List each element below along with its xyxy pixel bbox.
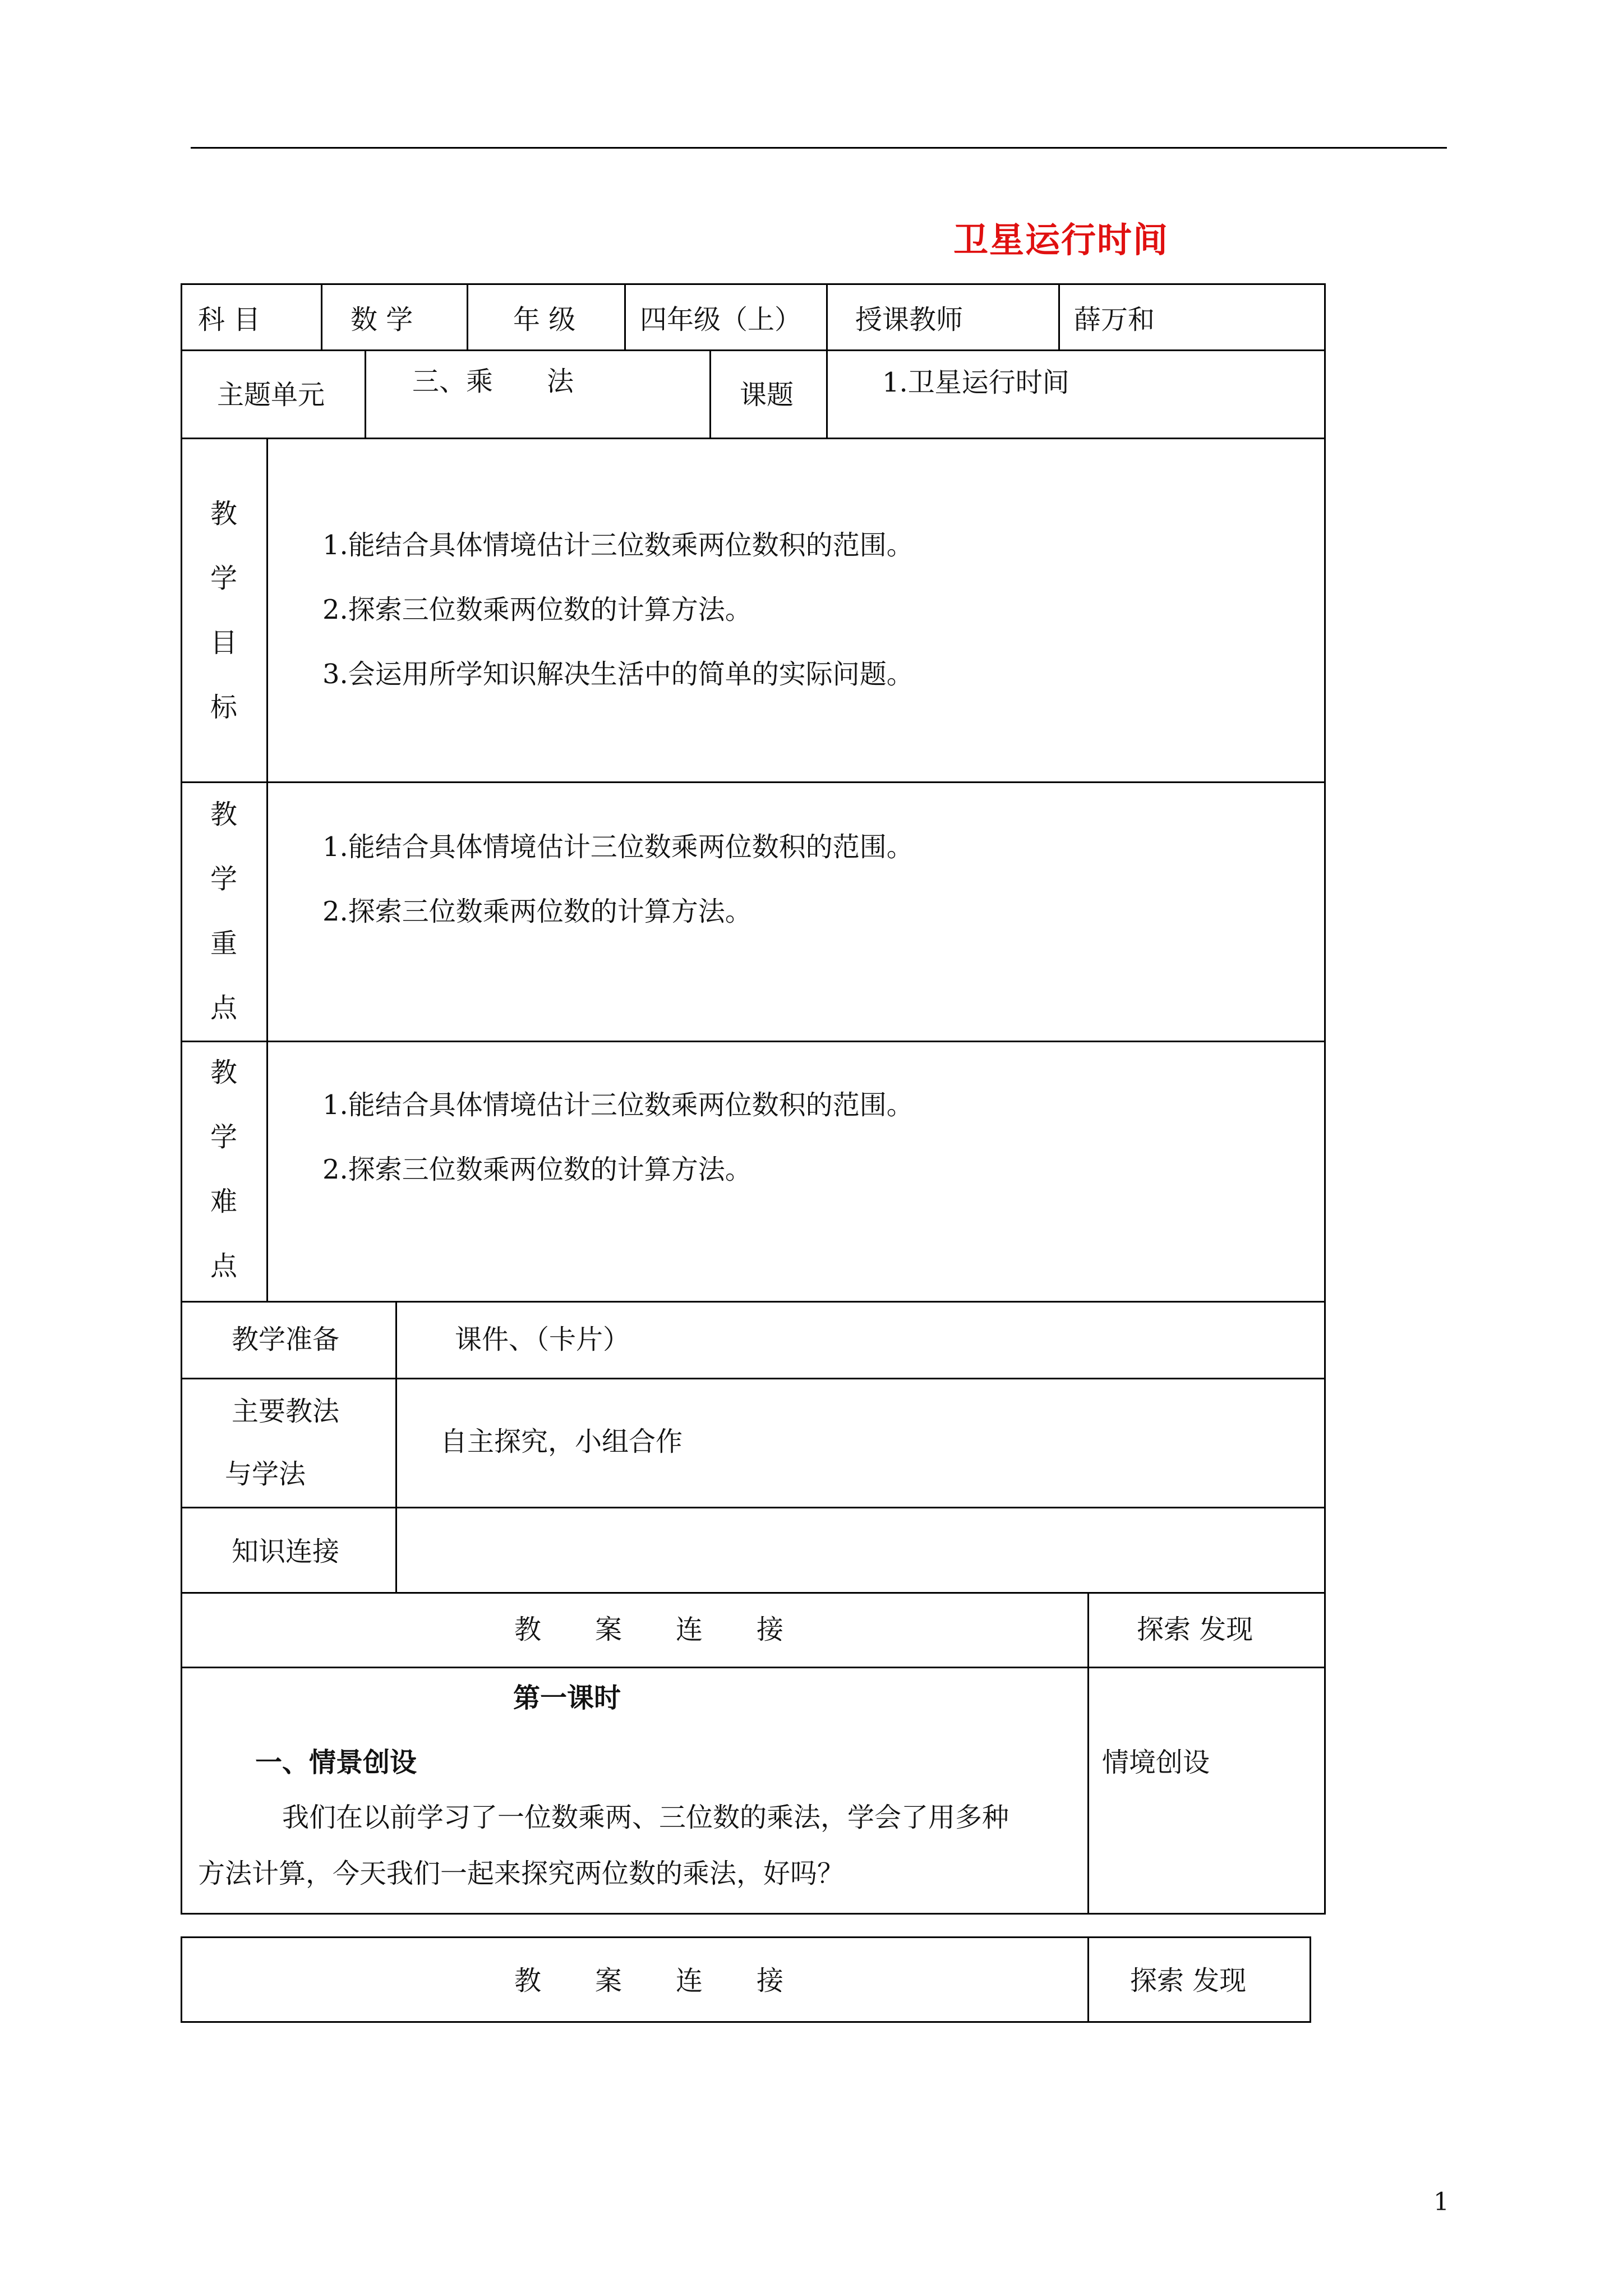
difficulties-label-char: 学 [210,1121,238,1153]
objectives-label-char: 学 [210,563,238,594]
grade-value: 四年级（上） [640,304,802,335]
objective-item: 3.会运用所学知识解决生活中的简单的实际问题。 [322,659,914,690]
difficulty-item: 1.能结合具体情境估计三位数乘两位数积的范围。 [322,1089,914,1121]
methods-label: 主要教法 [232,1396,340,1427]
lesson-right-note: 情境创设 [1102,1747,1210,1778]
topic-value: 1.卫星运行时间 [882,367,1069,398]
preparation-value: 课件、（卡片） [455,1324,630,1355]
objective-item: 1.能结合具体情境估计三位数乘两位数积的范围。 [322,530,914,561]
keypoint-item: 2.探索三位数乘两位数的计算方法。 [322,896,752,927]
teacher-label: 授课教师 [855,304,963,335]
preparation-label: 教学准备 [232,1324,340,1355]
keypoints-label-char: 学 [210,863,238,895]
topic-label: 课题 [740,379,794,411]
objectives-label-char: 目 [210,627,238,659]
lesson-paragraph: 方法计算，今天我们一起来探究两位数的乘法，好吗？ [198,1858,845,1889]
unit-value: 三、乘 法 [412,366,574,397]
document-title: 卫星运行时间 [953,219,1169,260]
plan-header-right: 探索 发现 [1137,1614,1253,1645]
knowledge-label: 知识连接 [232,1536,340,1567]
difficulties-label-char: 点 [210,1250,238,1282]
lesson-paragraph: 我们在以前学习了一位数乘两、三位数的乘法，学会了用多种 [282,1802,1009,1833]
lesson-section-heading: 一、情景创设 [255,1747,417,1778]
plan-header-left: 教 案 连 接 [514,1965,784,1996]
objective-item: 2.探索三位数乘两位数的计算方法。 [322,594,752,625]
plan-header-left: 教 案 连 接 [514,1614,784,1645]
objectives-label-char: 教 [210,498,238,530]
keypoints-label-char: 重 [210,928,238,959]
difficulty-item: 2.探索三位数乘两位数的计算方法。 [322,1154,752,1185]
teacher-value: 薛万和 [1074,304,1155,335]
difficulties-label-char: 难 [210,1186,238,1217]
lesson-period: 第一课时 [513,1682,621,1714]
header-rule [191,147,1447,149]
methods-value: 自主探究，小组合作 [440,1426,683,1457]
objectives-label-char: 标 [210,692,238,723]
keypoints-label-char: 点 [210,992,238,1024]
page-number: 1 [1433,2188,1449,2216]
unit-label: 主题单元 [217,379,325,411]
grade-label: 年 级 [513,304,576,335]
methods-label: 与学法 [225,1458,306,1490]
plan-header-right: 探索 发现 [1130,1965,1247,1996]
lesson-plan-table [181,283,1326,1915]
difficulties-label-char: 教 [210,1057,238,1088]
subject-label: 科 目 [198,304,261,335]
keypoints-label-char: 教 [210,799,238,830]
subject-value: 数 学 [351,304,413,335]
keypoint-item: 1.能结合具体情境估计三位数乘两位数积的范围。 [322,831,914,863]
lesson-plan-table-continued [181,1936,1311,2023]
